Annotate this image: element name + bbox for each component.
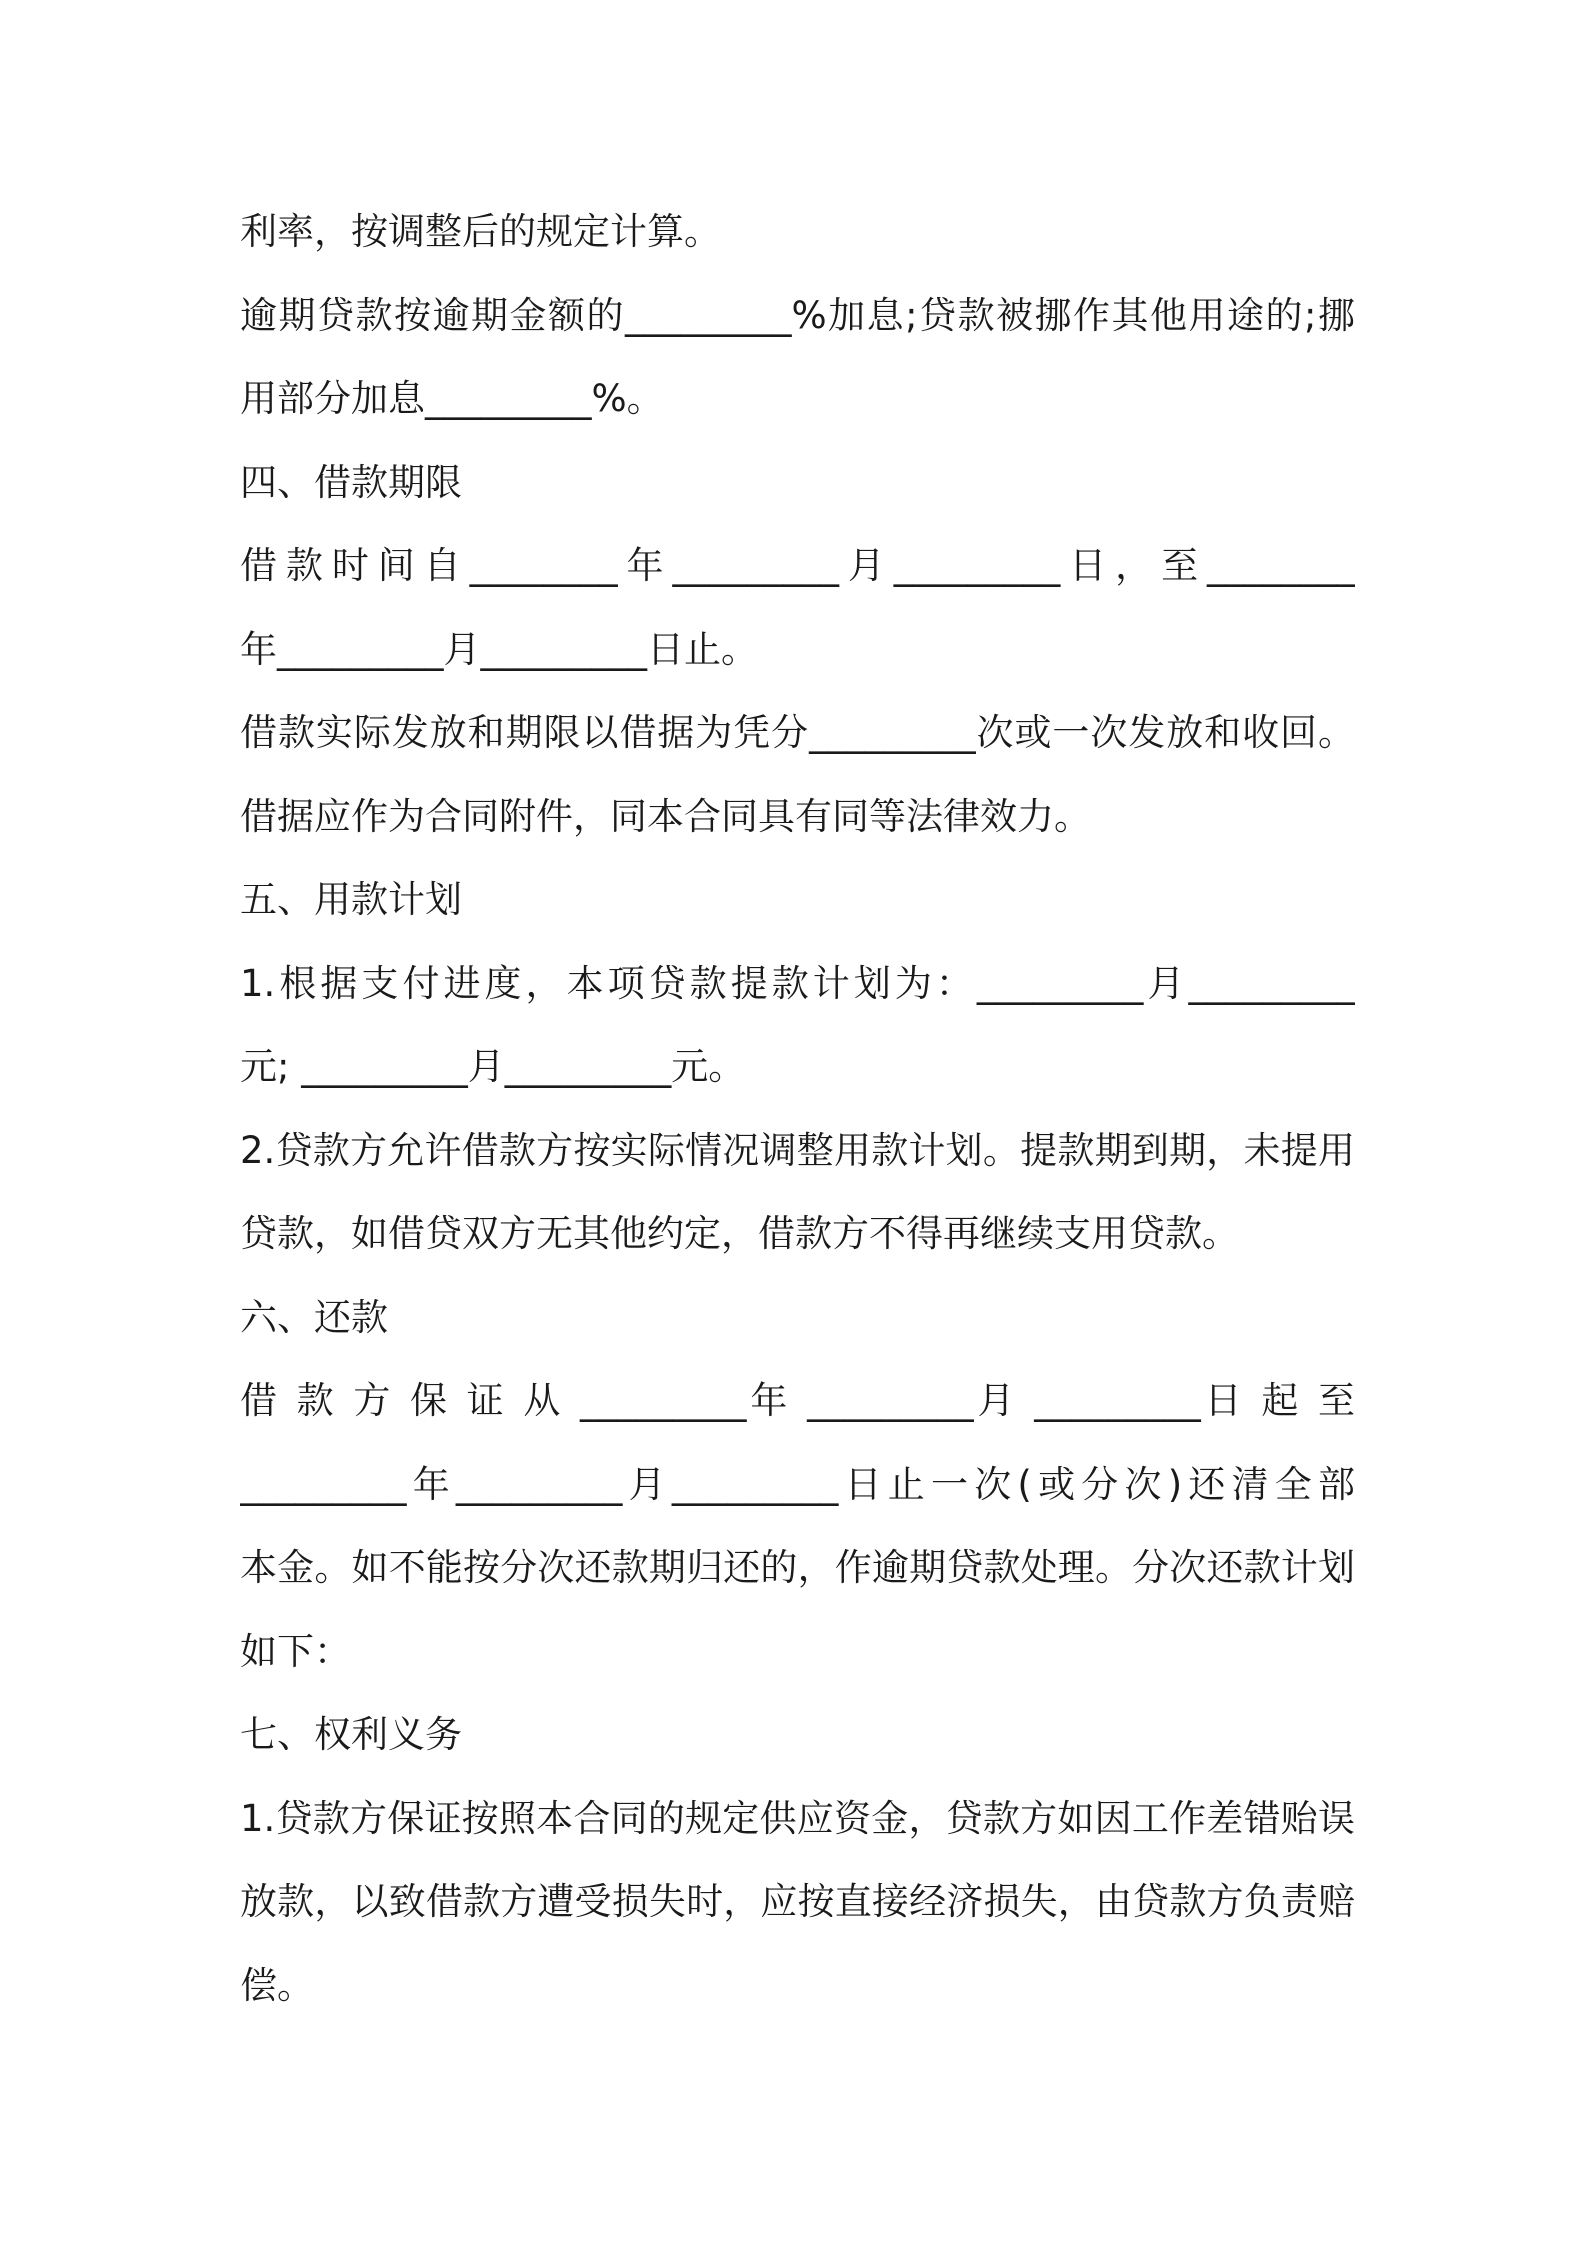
text-line: 利率，按调整后的规定计算。 [240,210,721,253]
text-line: 贷款，如借贷双方无其他约定，借款方不得再继续支用贷款。 [240,1212,1239,1255]
text-line: 放款，以致借款方遭受损失时，应按直接经济损失，由贷款方负责赔 [240,1880,1355,1923]
text-line: 借 款 方 保 证 从 _________年 _________月 _________日 起 至 [240,1379,1355,1422]
text-line: 用部分加息_________%。 [240,377,664,420]
text-line: 年_________月_________日止。 [240,627,758,671]
text-line: 元; _________月_________元。 [240,1045,746,1088]
text-line: 借款时间自________年_________月_________日，至________ [240,544,1355,587]
text-line: 1.贷款方保证按照本合同的规定供应资金，贷款方如因工作差错贻误 [240,1796,1355,1840]
text-line: 借款实际发放和期限以借据为凭分_________次或一次发放和收回。 [240,711,1355,754]
document-page [240,190,1355,2027]
section-heading: 七、权利义务 [240,1713,462,1756]
text-line: _________年_________月_________日止一次(或分次)还清全部 [240,1462,1355,1506]
text-line: 本金。如不能按分次还款期归还的，作逾期贷款处理。分次还款计划 [240,1546,1355,1589]
section-heading: 四、借款期限 [240,460,462,504]
text-line: 2.贷款方允许借款方按实际情况调整用款计划。提款期到期，未提用 [240,1128,1355,1172]
text-line: 借据应作为合同附件，同本合同具有同等法律效力。 [240,794,1091,838]
section-heading: 六、还款 [240,1295,388,1339]
text-line: 如下： [240,1629,351,1673]
text-line: 偿。 [240,1963,314,2007]
section-heading: 五、用款计划 [240,878,462,921]
text-line: 1.根据支付进度，本项贷款提款计划为：_________月_________ [240,961,1355,1005]
text-line: 逾期贷款按逾期金额的_________%加息;贷款被挪作其他用途的;挪 [240,293,1355,337]
